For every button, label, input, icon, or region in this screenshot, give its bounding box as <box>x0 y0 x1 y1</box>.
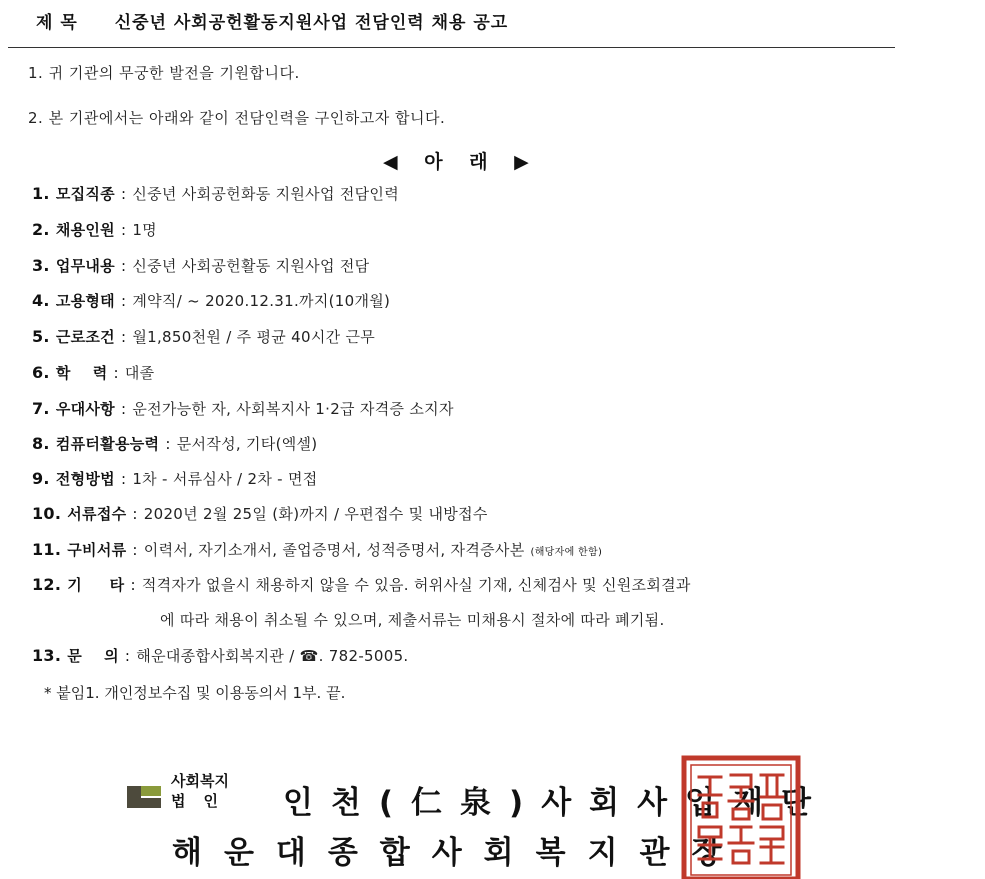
item-label: 근로조건 <box>55 328 115 346</box>
list-item <box>32 290 390 311</box>
intro-line-1: 1. 귀 기관의 무궁한 발전을 기원합니다. <box>28 64 300 82</box>
item-label: 문 의 <box>67 647 119 665</box>
item-label: 컴퓨터활용능력 <box>55 435 160 453</box>
item-value: 대졸 <box>124 364 155 382</box>
list-item <box>32 503 488 524</box>
foundation-name: 인천(仁泉)사회사업재단 <box>283 785 829 821</box>
item-value: 1차 - 서류심사 / 2차 - 면접 <box>132 470 318 488</box>
item-colon: : <box>120 292 127 310</box>
list-item <box>32 183 399 204</box>
intro-line-2: 2. 본 기관에서는 아래와 같이 전담인력을 구인하고자 합니다. <box>28 109 446 127</box>
item-number: 8. <box>32 434 50 453</box>
item-label: 모집직종 <box>55 185 115 203</box>
item-value: 월1,850천원 / 주 평균 40시간 근무 <box>132 328 376 346</box>
document-title <box>36 8 508 33</box>
item-number: 3. <box>32 256 50 275</box>
item-label: 전형방법 <box>55 470 115 488</box>
item-number: 6. <box>32 363 50 382</box>
list-item <box>32 398 454 419</box>
item-value: 이력서, 자기소개서, 졸업증명서, 성적증명서, 자격증사본 <box>143 541 525 559</box>
item-label: 고용형태 <box>55 292 115 310</box>
section-heading: ◀ 아 래 ▶ <box>383 151 539 173</box>
item-number: 12. <box>32 575 62 594</box>
list-item <box>32 574 691 595</box>
center-director-title: 해운대종합사회복지관장 <box>172 835 744 871</box>
item-colon: : <box>165 435 171 453</box>
item-colon: : <box>120 470 127 488</box>
corporation-type <box>171 771 263 811</box>
item-number: 11. <box>32 540 62 559</box>
item-number: 10. <box>32 504 62 523</box>
list-item <box>32 539 602 560</box>
item-colon: : <box>120 185 127 203</box>
item-number: 13. <box>32 646 62 665</box>
item-value: 1명 <box>132 221 157 239</box>
item-colon: : <box>130 576 136 594</box>
official-seal-stamp <box>681 755 801 879</box>
item-value: 신중년 사회공헌화동 지원사업 전담인력 <box>132 185 399 203</box>
attachment-note: * 붙임1. 개인정보수집 및 이용동의서 1부. 끝. <box>44 684 346 702</box>
item-colon: : <box>132 505 138 523</box>
title-text: 신중년 사회공헌활동지원사업 전담인력 채용 공고 <box>114 13 509 33</box>
item-note: (해당자에 한함) <box>530 547 603 558</box>
item-label: 우대사항 <box>55 400 115 418</box>
title-label: 제 목 <box>36 13 78 33</box>
item-label: 구비서류 <box>67 541 127 559</box>
item-label: 학 력 <box>55 364 108 382</box>
corp-type-line-2: 법인 <box>171 792 236 810</box>
item-colon: : <box>113 364 119 382</box>
item-number: 2. <box>32 220 50 239</box>
item-label: 기 타 <box>67 576 125 594</box>
item-value: 2020년 2월 25일 (화)까지 / 우편접수 및 내방접수 <box>143 505 488 523</box>
list-item <box>32 326 375 347</box>
item-value: 해운대종합사회복지관 / ☎. 782-5005. <box>136 647 409 665</box>
item-label: 업무내용 <box>55 257 115 275</box>
item-colon: : <box>120 400 127 418</box>
foundation-logo <box>127 780 161 814</box>
item-label: 채용인원 <box>55 221 115 239</box>
item-colon: : <box>120 221 127 239</box>
corp-type-line-1: 사회복지 <box>171 772 229 790</box>
item-label: 서류접수 <box>67 505 127 523</box>
list-item <box>32 645 408 666</box>
list-item <box>32 255 369 276</box>
item-colon: : <box>120 328 127 346</box>
item-value: 계약직/ ~ 2020.12.31.까지(10개월) <box>132 292 391 310</box>
item-12-continuation: 에 따라 채용이 취소될 수 있으며, 제출서류는 미채용시 절차에 따라 폐기됨. <box>160 611 665 629</box>
item-number: 4. <box>32 291 50 310</box>
list-item <box>32 433 317 454</box>
item-colon: : <box>120 257 127 275</box>
item-number: 7. <box>32 399 50 418</box>
title-divider <box>8 47 895 48</box>
item-value: 운전가능한 자, 사회복지사 1·2급 자격증 소지자 <box>132 400 454 418</box>
item-number: 5. <box>32 327 50 346</box>
item-colon: : <box>132 541 138 559</box>
item-value: 신중년 사회공헌활동 지원사업 전담 <box>132 257 370 275</box>
item-number: 9. <box>32 469 50 488</box>
list-item <box>32 362 154 383</box>
item-colon: : <box>124 647 131 665</box>
item-number: 1. <box>32 184 50 203</box>
list-item <box>32 468 318 489</box>
item-value: 적격자가 없을시 채용하지 않을 수 있음. 허위사실 기재, 신체검사 및 신원조회결과 <box>141 576 691 594</box>
item-value: 문서작성, 기타(엑셀) <box>176 435 318 453</box>
list-item <box>32 219 157 240</box>
